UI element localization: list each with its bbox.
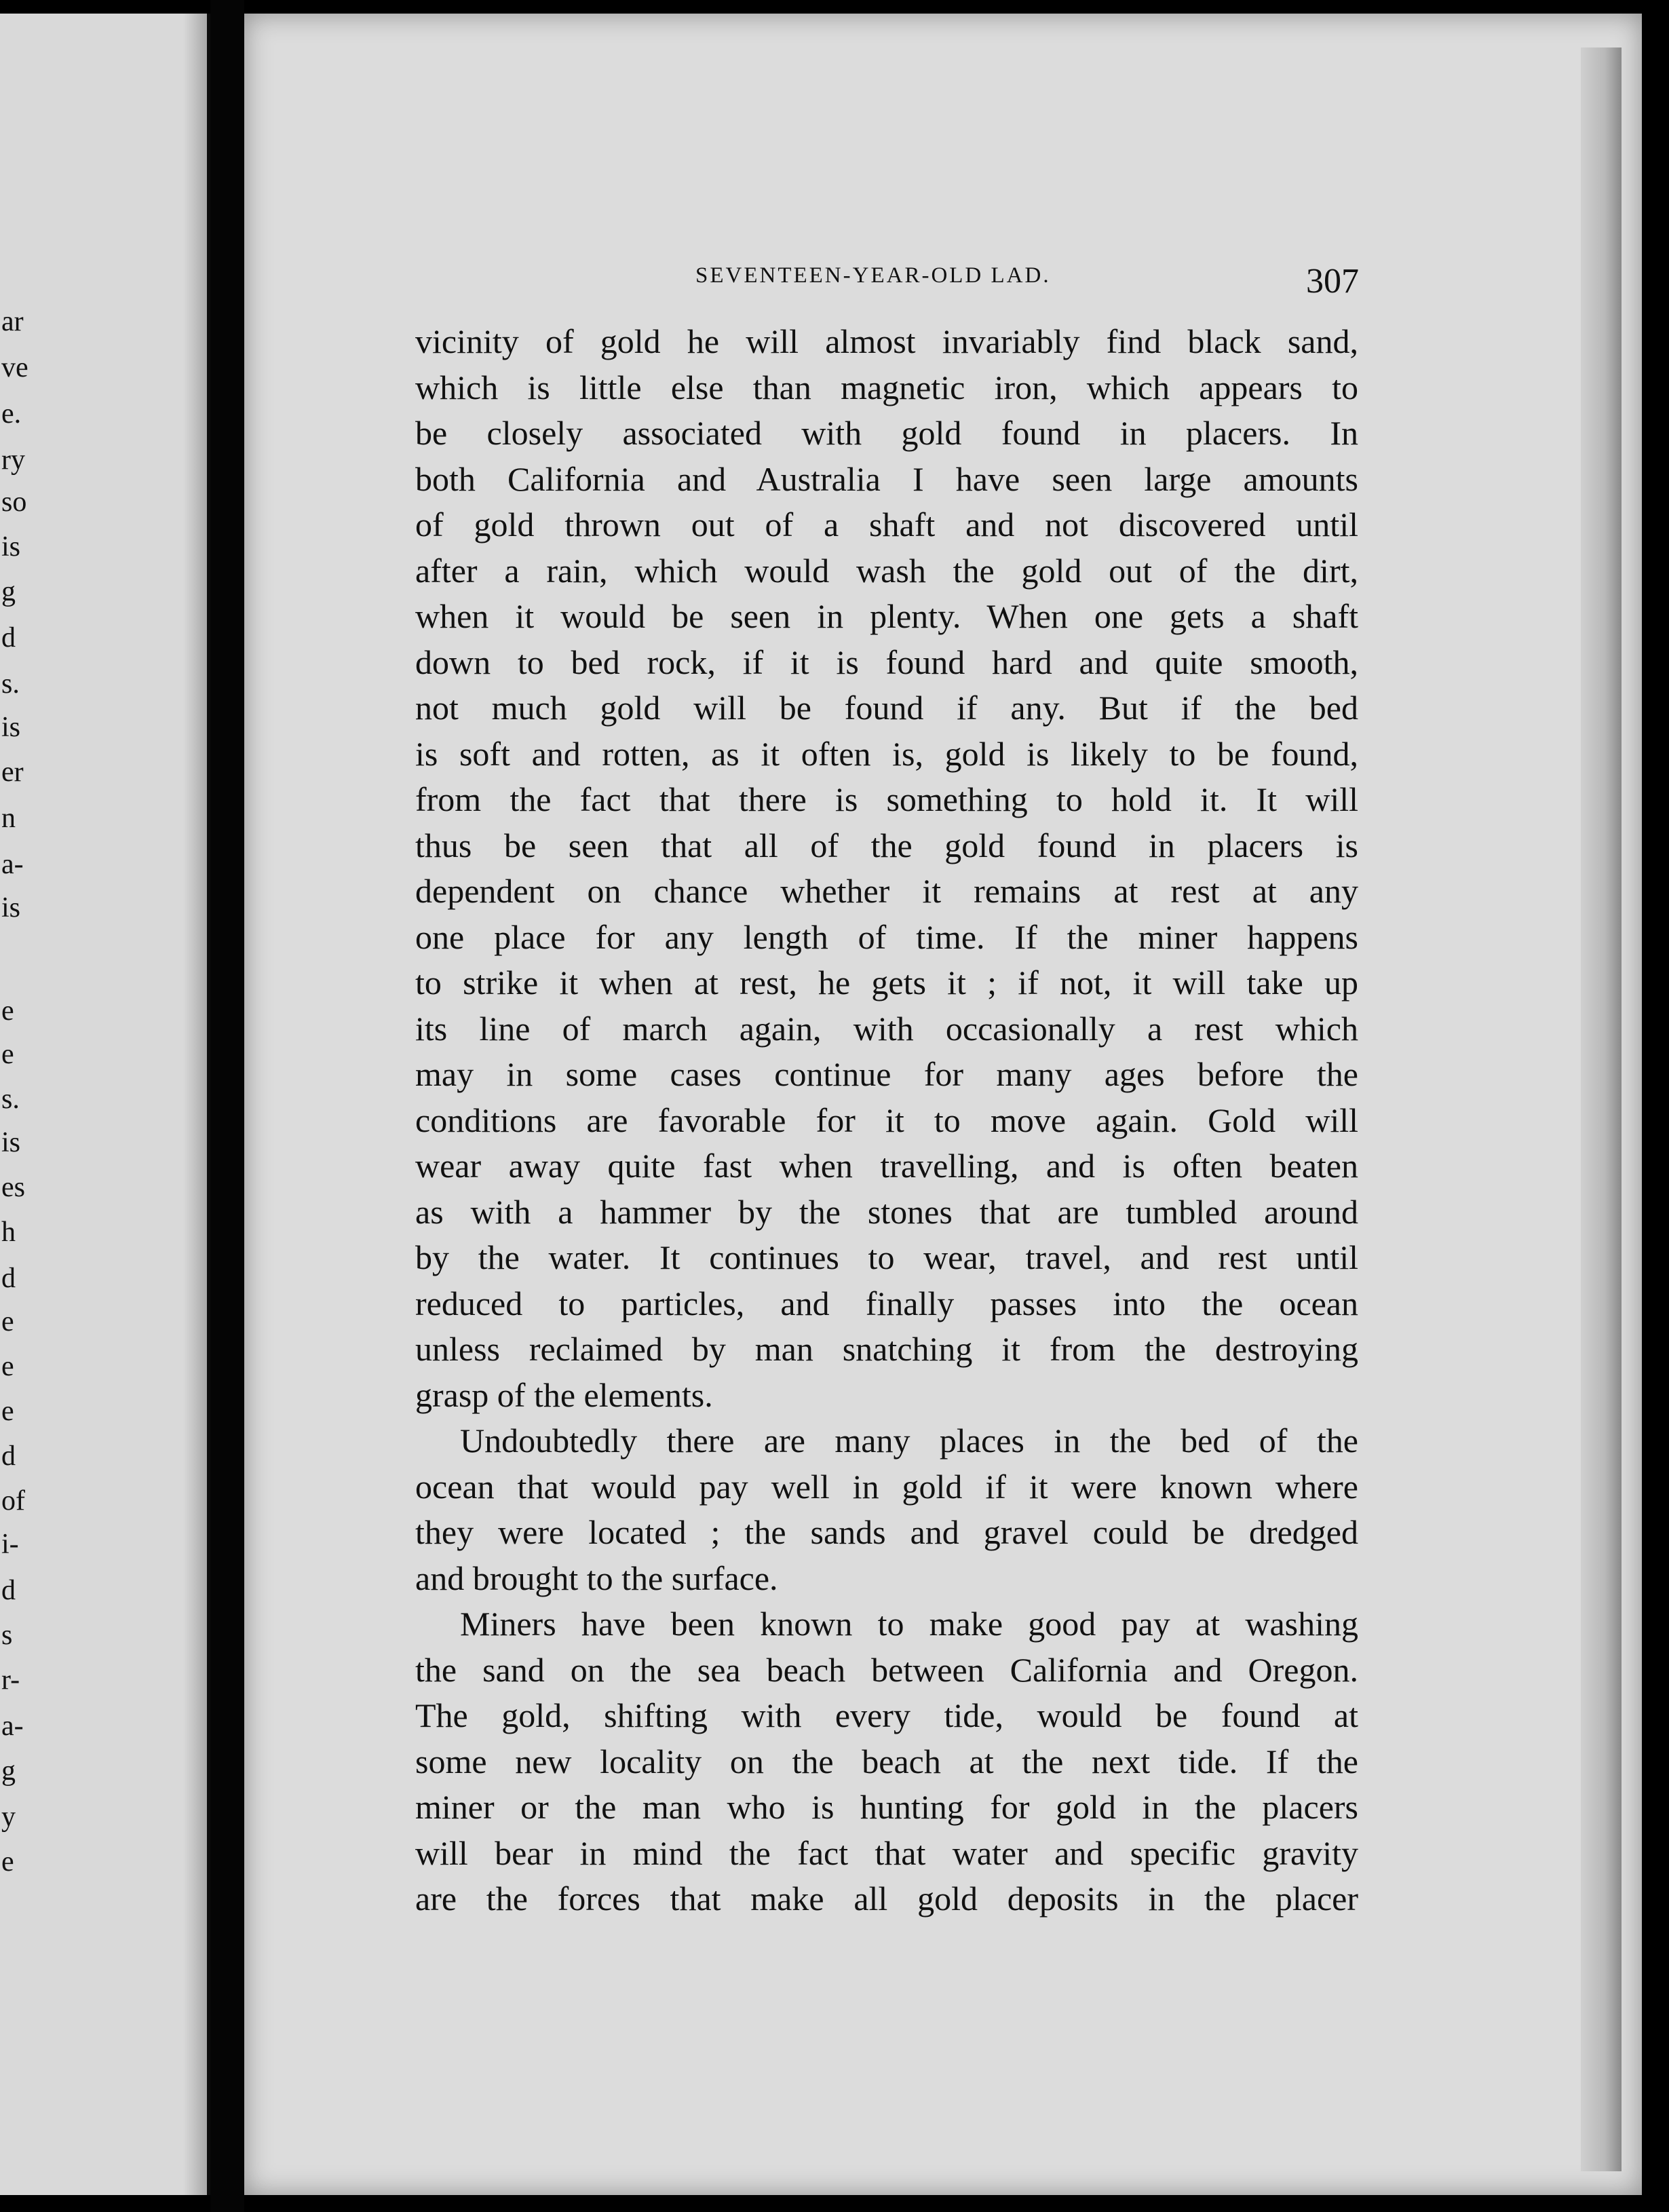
previous-page-fragment: e — [1, 1351, 14, 1382]
previous-page-fragment: ar — [1, 306, 24, 337]
previous-page-fragment: e — [1, 995, 14, 1027]
text-line: Undoubtedly there are many places in the bed of the — [460, 1422, 1358, 1460]
text-line: as with a hammer by the stones that are tumbled around — [415, 1192, 1358, 1231]
text-line: after a rain, which would wash the gold out of the dirt, — [415, 551, 1358, 590]
previous-page-fragment: d — [1, 1575, 16, 1606]
text-line: by the water. It continues to wear, travel, and rest until — [415, 1238, 1358, 1276]
previous-page-fragment: is — [1, 892, 21, 923]
text-line: one place for any length of time. If the miner happens — [415, 917, 1358, 956]
text-line: from the fact that there is something to hold it. It will — [415, 780, 1358, 818]
previous-page-fragment: d — [1, 1263, 16, 1294]
text-line: grasp of the elements. — [415, 1375, 713, 1414]
text-line: both California and Australia I have seen large amounts — [415, 459, 1358, 498]
previous-page-fragment: e — [1, 1306, 14, 1337]
page-body-text — [415, 319, 1358, 1922]
text-line: ocean that would pay well in gold if it were known where — [415, 1467, 1358, 1506]
previous-page-fragment: d — [1, 1441, 16, 1472]
paragraph-3 — [415, 1601, 1358, 1922]
previous-page-fragment: a- — [1, 849, 24, 880]
text-line: The gold, shifting with every tide, would be found at — [415, 1696, 1358, 1734]
text-line: may in some cases continue for many ages before the — [415, 1055, 1358, 1093]
running-head: SEVENTEEN-YEAR-OLD LAD. — [695, 263, 1051, 288]
text-line: be closely associated with gold found in placers. In — [415, 414, 1358, 452]
text-line: its line of march again, with occasionally a rest which — [415, 1009, 1358, 1048]
previous-page-fragment: e — [1, 1846, 14, 1877]
text-line: thus be seen that all of the gold found in placers is — [415, 826, 1358, 864]
previous-page-fragment: a- — [1, 1711, 24, 1742]
text-line: and brought to the surface. — [415, 1559, 778, 1597]
previous-page-fragment: r- — [1, 1664, 20, 1696]
previous-page-fragment: er — [1, 757, 24, 788]
previous-page-fragment: ve — [1, 352, 28, 383]
previous-page-fragment: n — [1, 803, 16, 834]
text-line: when it would be seen in plenty. When one gets a shaft — [415, 597, 1358, 635]
previous-page-fragment: es — [1, 1172, 25, 1203]
text-line: down to bed rock, if it is found hard and quite smooth, — [415, 643, 1358, 681]
page-number: 307 — [1306, 262, 1359, 301]
previous-page-fragment: h — [1, 1217, 16, 1248]
text-line: dependent on chance whether it remains at rest at any — [415, 872, 1358, 910]
previous-page-fragment: d — [1, 622, 16, 653]
text-line: to strike it when at rest, he gets it ; if not, it will take up — [415, 964, 1358, 1002]
previous-page-fragment: y — [1, 1801, 16, 1833]
previous-page-fragment: s. — [1, 1084, 20, 1115]
previous-page-fragment: is — [1, 531, 21, 562]
text-line: unless reclaimed by man snatching it from the destroying — [415, 1330, 1358, 1368]
previous-page-fragment: e — [1, 1039, 14, 1070]
paragraph-1 — [415, 319, 1358, 1418]
previous-page-fragment: so — [1, 487, 27, 518]
text-line: which is little else than magnetic iron, which appears to — [415, 368, 1358, 406]
previous-page-fragment: e — [1, 1396, 14, 1427]
previous-page — [0, 14, 211, 2195]
text-line: miner or the man who is hunting for gold in the placers — [415, 1788, 1358, 1826]
text-line: some new locality on the beach at the next tide. If the — [415, 1742, 1358, 1780]
text-line: vicinity of gold he will almost invariably find black sand, — [415, 322, 1358, 360]
previous-page-fragment: s — [1, 1620, 13, 1651]
text-line: not much gold will be found if any. But if the bed — [415, 689, 1358, 727]
previous-page-fragment: s. — [1, 668, 20, 700]
text-line: conditions are favorable for it to move again. Gold will — [415, 1101, 1358, 1139]
previous-page-fragment: of — [1, 1485, 25, 1517]
text-line: they were located ; the sands and gravel could be dredged — [415, 1513, 1358, 1551]
previous-page-fragment: is — [1, 1127, 21, 1158]
text-line: Miners have been known to make good pay at washing — [460, 1605, 1358, 1643]
previous-page-fragment: e. — [1, 398, 22, 430]
page-edge — [1581, 47, 1622, 2171]
text-line: of gold thrown out of a shaft and not discovered until — [415, 506, 1358, 544]
previous-page-fragment: ry — [1, 444, 25, 476]
previous-page-fragment: g — [1, 576, 16, 607]
previous-page-fragment: g — [1, 1755, 16, 1787]
text-line: will bear in mind the fact that water and specific gravity — [415, 1833, 1358, 1872]
text-line: is soft and rotten, as it often is, gold is likely to be found, — [415, 734, 1358, 773]
previous-page-fragment: i- — [1, 1529, 19, 1560]
previous-page-gutter-shadow — [183, 14, 210, 2195]
previous-page-fragment: is — [1, 712, 21, 743]
paragraph-2 — [415, 1418, 1358, 1601]
text-line: reduced to particles, and finally passes into the ocean — [415, 1284, 1358, 1322]
text-line: the sand on the sea beach between California and Oregon. — [415, 1650, 1358, 1689]
book-gutter — [210, 0, 244, 2212]
text-line: wear away quite fast when travelling, and is often beaten — [415, 1147, 1358, 1185]
text-line: are the forces that make all gold deposits in the placer — [415, 1880, 1358, 1918]
